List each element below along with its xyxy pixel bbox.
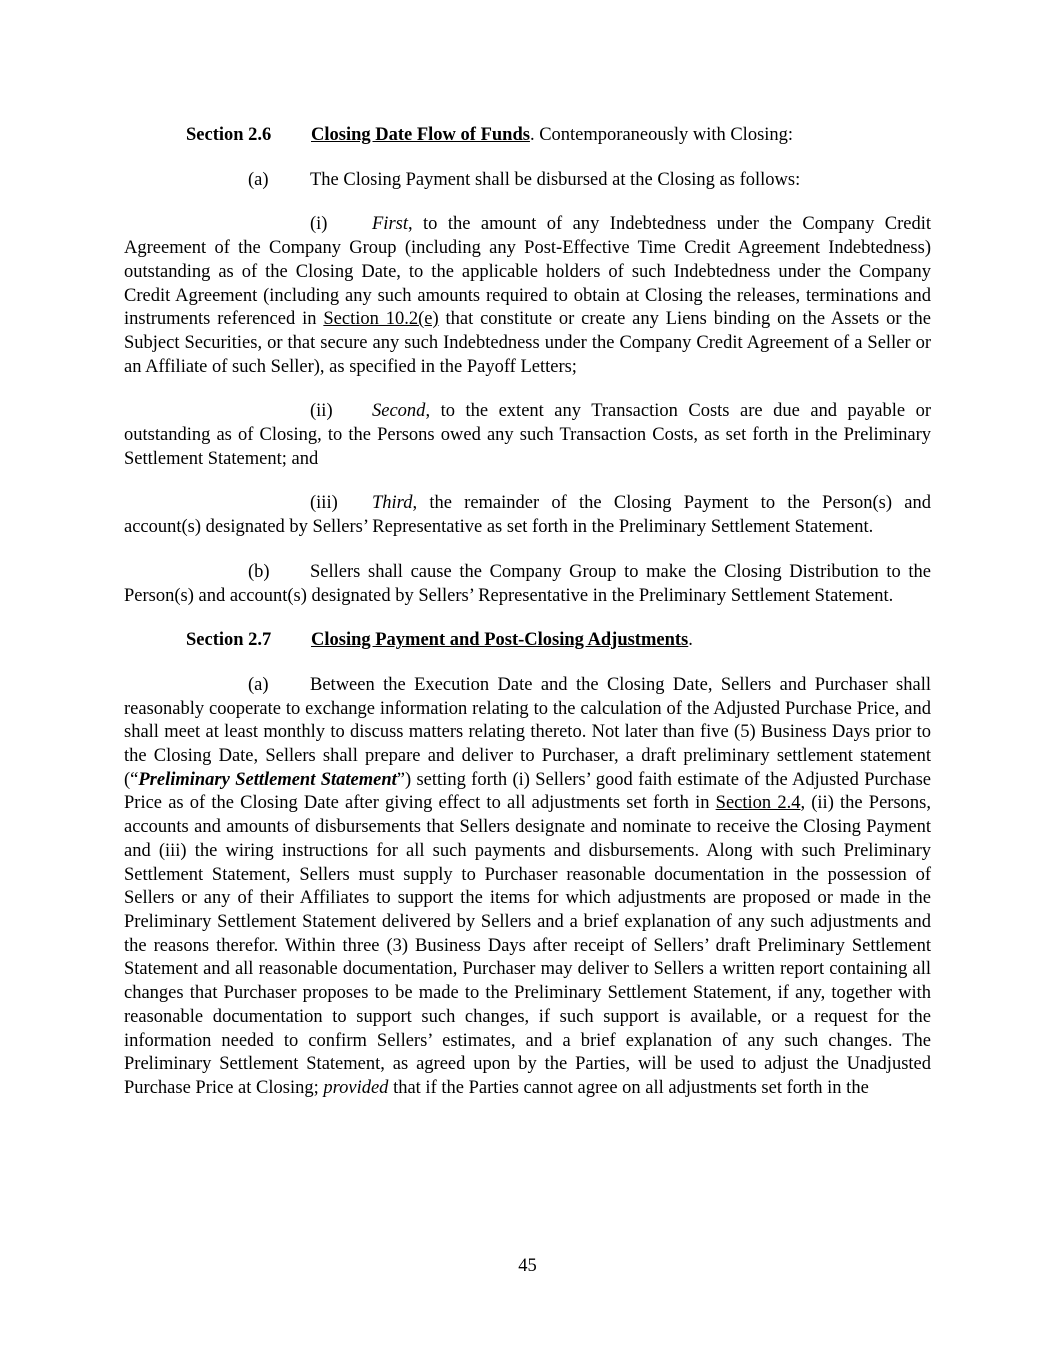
clause-label: (iii) xyxy=(310,493,338,514)
clause-lead-word: Second xyxy=(372,401,426,422)
defined-term: Preliminary Settlement Statement xyxy=(138,769,397,790)
clause-text: , the remainder of the Closing Payment to the Person(s) and account(s) designated by Sellers’ Representative as set forth in the Preliminary Settlement Statement. xyxy=(124,493,931,538)
clause-text: Between the Execution Date and the Closing Date, Sellers and Purchaser shall reasonably cooperate to exchange information relating to the calculation of the Adjusted Purchase Price, and shall meet at least monthly to discuss matters relating thereto. Not later than five (5) Business Days prior to the Closing Date, Sellers shall prepare and deliver to Purchaser, a draft preliminary settlement statement (“ xyxy=(124,674,931,790)
section-reference-link[interactable]: Section 2.4 xyxy=(715,793,801,814)
clause-label: (i) xyxy=(310,214,328,235)
section-2-6-clause-ii xyxy=(124,400,931,471)
section-2-6-clause-iii xyxy=(124,492,931,539)
section-number: Section 2.6 xyxy=(186,125,272,145)
proviso-word: provided xyxy=(323,1077,389,1098)
clause-label: (ii) xyxy=(310,401,333,422)
section-title: Closing Date Flow of Funds xyxy=(311,125,530,145)
section-2-7-paragraph-a xyxy=(124,674,931,1101)
section-title: Closing Payment and Post-Closing Adjustments xyxy=(311,630,689,651)
section-2-6-paragraph-a xyxy=(124,169,931,193)
section-2-6-clause-i xyxy=(124,213,931,379)
clause-text: The Closing Payment shall be disbursed at the Closing as follows: xyxy=(310,169,801,190)
clause-label: (a) xyxy=(248,674,269,695)
clause-text-continued: that if the Parties cannot agree on all adjustments set forth in the xyxy=(388,1077,869,1098)
clause-text-continued: , (ii) the Persons, accounts and amounts of disbursements that Sellers designate and nominate to receive the Closing Payment and (iii) the wiring instructions for all such payments and disbursements. Along with such Preliminary Settlement Statement, Sellers must supply to Purchaser reasonable documentation in the possession of Sellers or any of their Affiliates to support the items for which adjustments are proposed or made in the Preliminary Settlement Statement delivered by Sellers and a brief explanation of any such adjustments and the reasons therefor. Within three (3) Business Days after receipt of Sellers’ draft Preliminary Settlement Statement and all reasonable documentation, Purchaser may deliver to Sellers a written report containing all changes that Purchaser proposes to be made to the Preliminary Settlement Statement, if any, together with reasonable documentation to support such changes, if such support is available, or a request for the information needed to confirm Sellers’ estimates, and a brief explanation of any such changes. The Preliminary Settlement Statement, as agreed upon by the Parties, will be used to adjust the Unadjusted Purchase Price at Closing; xyxy=(124,793,931,1098)
section-title-period: . xyxy=(688,630,693,651)
clause-text: Sellers shall cause the Company Group to make the Closing Distribution to the Person(s) and account(s) designated by Sellers’ Representative in the Preliminary Settlement Statement. xyxy=(124,561,931,606)
document-page xyxy=(124,124,931,1122)
clause-label: (b) xyxy=(248,561,270,582)
clause-text: , to the extent any Transaction Costs are due and payable or outstanding as of Closing, to the Persons owed any such Transaction Costs, as set forth in the Preliminary Settlement Statement; and xyxy=(124,401,931,469)
clause-label: (a) xyxy=(248,169,269,190)
section-intro: . Contemporaneously with Closing: xyxy=(529,125,794,145)
clause-lead-word: First xyxy=(372,214,408,235)
clause-text-continued: ”) setting forth (i) Sellers’ good faith estimate of the Adjusted Purchase Price as of the Closing Date after giving effect to all adjustments set forth in xyxy=(124,769,931,814)
page-number: 45 xyxy=(518,1256,537,1276)
clause-lead-word: Third xyxy=(372,493,413,514)
section-2-7-heading xyxy=(124,629,931,653)
section-reference-link[interactable]: Section 10.2(e) xyxy=(323,309,439,330)
clause-text-continued: that constitute or create any Liens binding on the Assets or the Subject Securities, or that secure any such Indebtedness under the Company Credit Agreement of a Seller or an Affiliate of such Seller), as specified in the Payoff Letters; xyxy=(124,309,931,377)
clause-text: , to the amount of any Indebtedness under the Company Credit Agreement of the Company Group (including any Post-Effective Time Credit Agreement Indebtedness) outstanding as of the Closing Date, to the applicable holders of such Indebtedness under the Company Credit Agreement (including any such amounts required to obtain at Closing the releases, terminations and instruments referenced in xyxy=(124,214,931,330)
section-2-6-paragraph-b xyxy=(124,561,931,608)
section-2-6-heading xyxy=(124,124,931,148)
section-number: Section 2.7 xyxy=(186,630,272,651)
